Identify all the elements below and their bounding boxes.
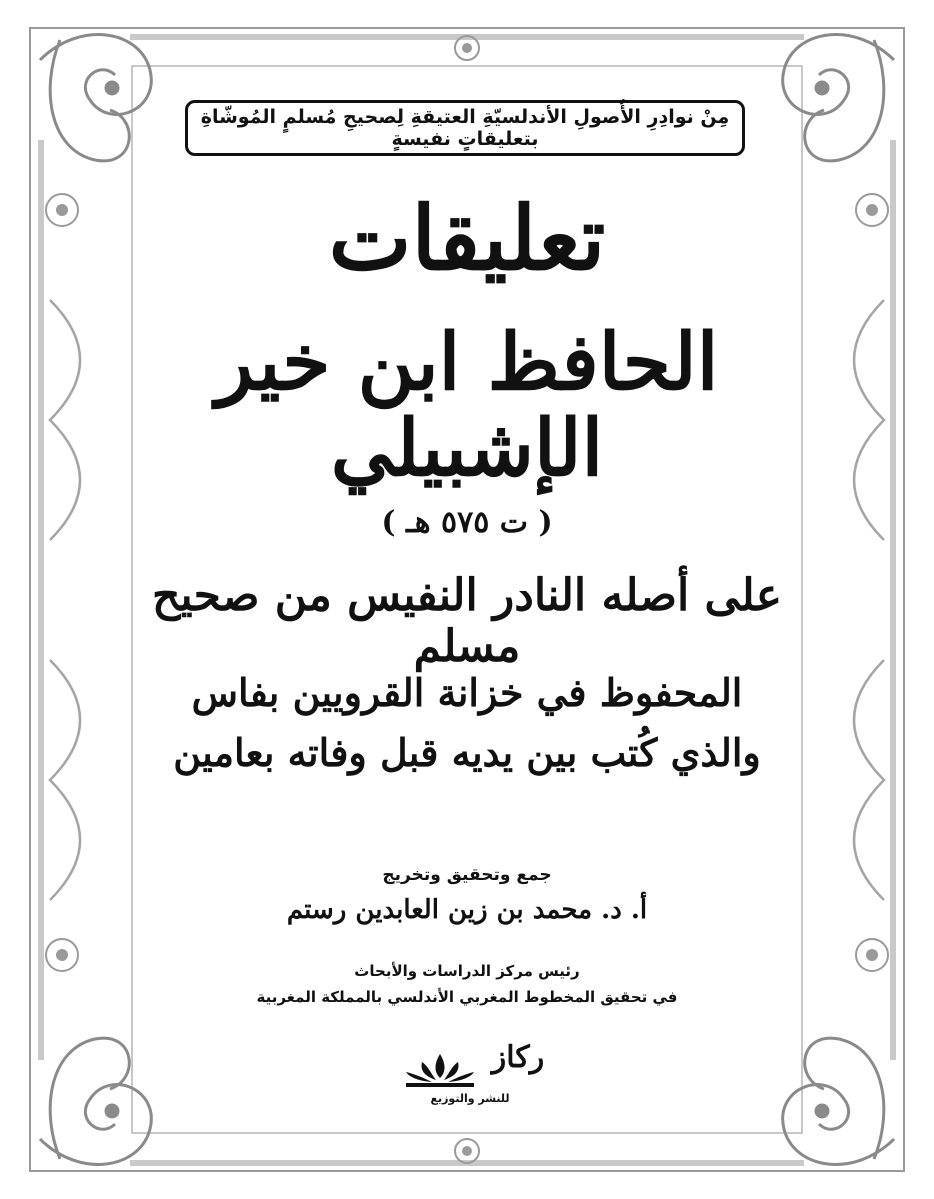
publisher-name: ركاز	[491, 1040, 545, 1075]
author-name: أ. د. محمد بن زين العابدين رستم	[286, 895, 648, 925]
description-line-3: والذي كُتب بين يديه قبل وفاته بعامين	[173, 730, 761, 775]
corner-ornament-top-left	[40, 35, 151, 161]
description-line-2: المحفوظ في خزانة القرويين بفاس	[191, 670, 743, 715]
title-line-1: تعليقات	[328, 186, 606, 290]
corner-ornament-top-right	[783, 35, 894, 161]
title-line-2: الحافظ ابن خير الإشبيلي	[215, 317, 719, 494]
publisher-block	[390, 1040, 550, 1115]
publisher-tagline: للنشر والتوزيع	[430, 1092, 510, 1105]
credit-label: جمع وتحقيق وتخريج	[382, 865, 552, 885]
cover-content	[150, 100, 784, 1105]
corner-ornament-bottom-left	[40, 1038, 151, 1164]
author-affiliation-1: رئيس مركز الدراسات والأبحاث	[354, 962, 580, 980]
description-line-1: على أصله النادر النفيس من صحيح مسلم	[151, 570, 783, 672]
death-date: ( ت ٥٧٥ هـ )	[381, 505, 553, 540]
subtitle-banner-text: مِنْ نوادِرِ الأُصولِ الأندلسيّةِ العتيقةِ لِصحيحِ مُسلمٍ المُوشّاةِ بتعليقاتٍ نفيسةٍ	[200, 106, 730, 150]
corner-ornament-bottom-right	[783, 1038, 894, 1164]
publisher-logo-icon	[400, 1050, 480, 1090]
subtitle-banner	[185, 100, 745, 156]
author-affiliation-2: في تحقيق المخطوط المغربي الأندلسي بالمملكة المغربية	[256, 988, 678, 1006]
